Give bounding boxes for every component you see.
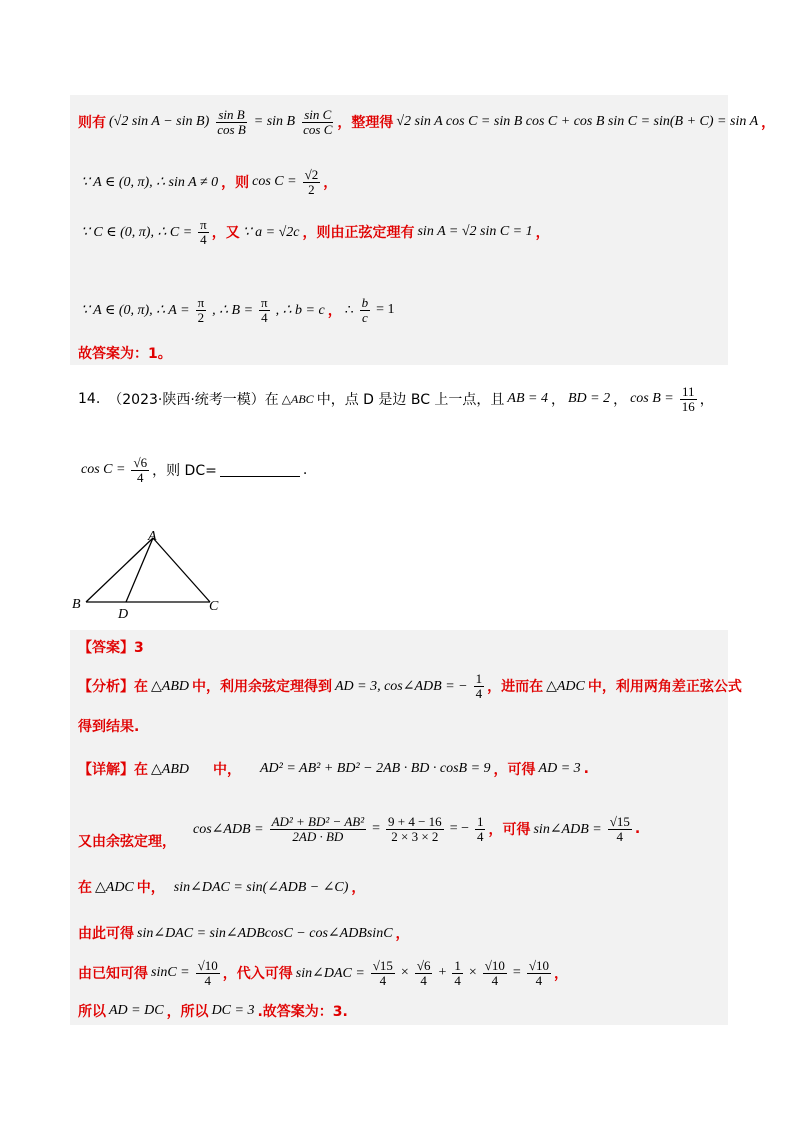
cos-line: 又由余弦定理， cos∠ADB = $\frac{\text{AD² + BD² − AB²}}{2AD \cdot BD}$ = $\frac{9 + 4 - 16}{2 \times 3 \times 2}$ = − $\frac{1}{4}$ ，可得 sin∠ADB = $\frac{√15}{4}$ . bbox=[78, 813, 641, 850]
label-a: A bbox=[148, 529, 157, 544]
label-c: C bbox=[209, 599, 219, 614]
fraction: $\frac{1}{4}$ bbox=[475, 670, 483, 701]
fraction: $\frac{√15}{4}$ bbox=[372, 957, 393, 988]
fraction: $\frac{\text{AD² + BD² − AB²}}{2AD \cdot BD}$ bbox=[271, 813, 365, 844]
answer-blank[interactable] bbox=[220, 464, 300, 477]
fraction: $\frac{\pi}{2}$ bbox=[197, 294, 205, 325]
fraction: $\frac{\pi}{4}$ bbox=[200, 216, 207, 247]
label-b: B bbox=[72, 597, 81, 612]
fraction: $\frac{√6}{4}$ bbox=[416, 957, 431, 988]
known-line: 由已知可得 sinC = $\frac{√10}{4}$ ，代入可得 sin∠DAC = $\frac{√15}{4}$ × $\frac{√6}{4}$ + $\frac{1}{4}$ × $\frac{√10}{4}$ = $\frac{√10}{4}$ ， bbox=[78, 957, 568, 988]
fraction: $\frac{√10}{4}$ bbox=[528, 957, 549, 988]
triangle-figure bbox=[70, 528, 230, 623]
thus-line: 由此可得 sin∠DAC = sin∠ADBcosC − cos∠ADBsinC ， bbox=[78, 925, 410, 942]
fraction: $\frac{1}{4}$ bbox=[454, 957, 461, 988]
fraction: $\frac{\text{sin C}}{\text{cos C}}$ bbox=[303, 106, 333, 137]
fraction: $\frac{1}{4}$ bbox=[476, 813, 484, 844]
fraction: $\frac{√6}{4}$ bbox=[133, 454, 148, 485]
analysis-line-1: 【分析】在 △ABD 中，利用余弦定理得到 AD = 3, cos∠ADB = − $\frac{1}{4}$ ，进而在 △ADC 中，利用两角差正弦公式 bbox=[78, 670, 742, 701]
fraction: $\frac{11}{16}$ bbox=[681, 383, 695, 414]
problem-line-2: cos C = $\frac{√6}{4}$ ，则 DC= . bbox=[81, 454, 308, 485]
final-line: 所以 AD = DC ，所以 DC = 3 .故答案为：3. bbox=[78, 1003, 348, 1020]
fraction: $\frac{\text{sin B}}{\text{cos B}}$ bbox=[217, 106, 246, 137]
prev-line-2: ∵ A ∈ (0, π), ∴ sin A ≠ 0 ，则 cos C = $\frac{√2}{2}$ ， bbox=[81, 166, 338, 197]
label-d: D bbox=[118, 607, 129, 622]
fraction: $\frac{√10}{4}$ bbox=[197, 957, 218, 988]
adc-line: 在 △ADC 中， sin∠DAC = sin(∠ADB − ∠C) ， bbox=[78, 879, 366, 896]
prev-line-3: ∵ C ∈ (0, π), ∴ C = $\frac{\pi}{4}$ ，又 ∵ a = √2c ，则由正弦定理有 sin A = √2 sin C = 1 ， bbox=[81, 216, 550, 247]
side-ab bbox=[86, 538, 153, 602]
analysis-line-2: 得到结果. bbox=[78, 719, 140, 735]
prev-line-4: ∵ A ∈ (0, π), ∴ A = $\frac{\pi}{2}$ , ∴ B = $\frac{\pi}{4}$ , ∴ b = c ， ∴ $\frac{b}{c}$ = 1 bbox=[81, 294, 395, 325]
fraction: $\frac{\pi}{4}$ bbox=[261, 294, 268, 325]
fraction: $\frac{√10}{4}$ bbox=[484, 957, 505, 988]
side-ac bbox=[153, 538, 210, 602]
answer-label: 【答案】3 bbox=[78, 640, 144, 656]
fraction: $\frac{b}{c}$ bbox=[361, 294, 369, 325]
segment-ad bbox=[126, 538, 153, 602]
fraction: $\frac{√2}{2}$ bbox=[304, 166, 319, 197]
prev-line-1: 则有 (√2 sin A − sin B) $\frac{\text{sin B}}{\text{cos B}}$ = sin B $\frac{\text{sin C}}{\text{cos C}}$ ，整理得 √2 sin A cos C = sin B cos C + cos B sin C = sin(B + C) = sin A ， bbox=[78, 106, 776, 137]
problem-line-1: 14. （2023·陕西·统考一模）在 △ABC 中，点 D 是边 BC 上一点，且 AB = 4 ， BD = 2 ， cos B = $\frac{11}{16}$ ， bbox=[78, 383, 714, 414]
prev-answer: 故答案为：1。 bbox=[78, 346, 172, 362]
problem-number: 14. bbox=[78, 391, 101, 407]
detail-line-1: 【详解】在 △ABD 中， AD² = AB² + BD² − 2AB · BD · cosB = 9 ，可得 AD = 3 . bbox=[78, 761, 589, 778]
fraction: $\frac{9 + 4 - 16}{2 \times 3 \times 2}$ bbox=[388, 813, 442, 844]
fraction: $\frac{√15}{4}$ bbox=[609, 813, 630, 844]
